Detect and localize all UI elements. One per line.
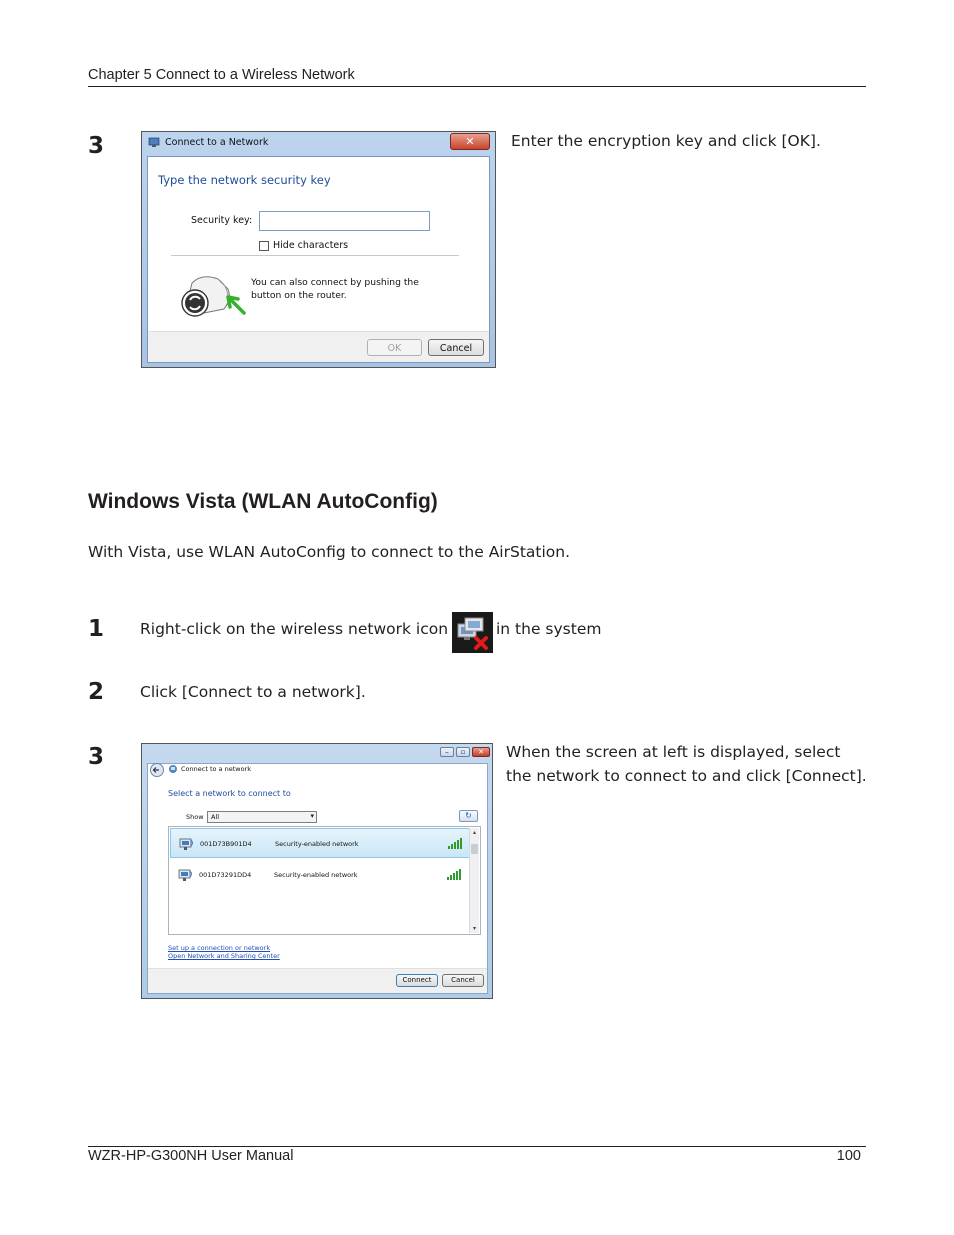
network-list [168, 826, 481, 935]
dialog-heading: Select a network to connect to [168, 789, 291, 798]
dialog-title: Connect to a network [181, 765, 251, 773]
connect-button[interactable]: Connect [396, 974, 438, 987]
dialog-title: Connect to a Network [165, 137, 269, 148]
network-ssid: 001D73B901D4 [200, 840, 252, 848]
step-3-vista-instruction: When the screen at left is displayed, select the network to connect to and click [Connect]. [506, 743, 867, 785]
close-button[interactable]: ✕ [450, 133, 490, 150]
step-1-text-after: in the system [496, 620, 602, 638]
dialog-client [147, 156, 490, 363]
step-1-text-before: Right-click on the wireless network icon [140, 620, 449, 638]
step-2-text: Click [Connect to a network]. [140, 683, 366, 701]
wireless-network-icon [452, 612, 493, 653]
minimize-button[interactable]: – [440, 747, 454, 757]
network-icon [168, 764, 178, 774]
footer-rule [88, 1146, 866, 1147]
show-label: Show [186, 813, 204, 821]
wireless-network-icon [178, 837, 196, 851]
push-button-hint [251, 277, 419, 302]
network-security: Security-enabled network [274, 871, 358, 879]
signal-strength-icon [447, 837, 465, 850]
section-intro: With Vista, use WLAN AutoConfig to connect to the AirStation. [88, 543, 571, 561]
back-arrow-icon[interactable] [149, 762, 165, 778]
header-rule [88, 86, 866, 87]
network-security: Security-enabled network [275, 840, 359, 848]
maximize-button[interactable]: ▫ [456, 747, 470, 757]
cancel-button[interactable]: Cancel [442, 974, 484, 987]
push-button-hint-line1: You can also connect by pushing the [251, 277, 419, 288]
list-item[interactable] [170, 828, 470, 858]
step-number: 2 [88, 679, 105, 705]
dialog-client [147, 763, 488, 994]
step-number: 1 [88, 616, 105, 642]
vista-connect-dialog [141, 743, 493, 999]
page-number: 100 [836, 1148, 861, 1164]
divider [171, 255, 459, 256]
step-3-instruction: Enter the encryption key and click [OK]. [511, 132, 821, 150]
show-select[interactable] [207, 811, 317, 823]
step-number: 3 [88, 744, 105, 770]
scroll-down-icon[interactable]: ▾ [472, 925, 476, 932]
security-key-label: Security key: [191, 215, 253, 226]
list-item[interactable] [170, 861, 470, 891]
router-push-button-icon [174, 269, 249, 319]
cancel-button[interactable]: Cancel [428, 339, 484, 356]
hide-characters-checkbox[interactable] [259, 241, 269, 251]
refresh-button[interactable]: ↻ [459, 810, 478, 822]
connect-to-network-dialog [141, 131, 496, 368]
chevron-down-icon: ▾ [310, 812, 314, 820]
signal-strength-icon [446, 868, 464, 881]
scrollbar[interactable] [469, 828, 479, 933]
scrollbar-thumb[interactable] [471, 844, 478, 854]
close-button[interactable]: ✕ [472, 747, 490, 757]
step-number: 3 [88, 133, 105, 159]
manual-title: WZR-HP-G300NH User Manual [88, 1148, 294, 1164]
section-title: Windows Vista (WLAN AutoConfig) [88, 490, 438, 513]
setup-connection-link[interactable]: Set up a connection or network [168, 944, 271, 952]
dialog-footer [148, 331, 489, 362]
network-sharing-center-link[interactable]: Open Network and Sharing Center [168, 952, 280, 960]
ok-button[interactable]: OK [367, 339, 422, 356]
chapter-header: Chapter 5 Connect to a Wireless Network [88, 67, 355, 83]
dialog-footer [148, 968, 487, 993]
hide-characters-label: Hide characters [273, 240, 349, 251]
show-select-value: All [211, 813, 220, 821]
dialog-heading: Type the network security key [158, 173, 331, 187]
security-key-input[interactable] [259, 211, 430, 231]
network-icon [148, 137, 160, 148]
push-button-hint-line2: button on the router. [251, 289, 347, 301]
network-ssid: 001D73291DD4 [199, 871, 252, 879]
scroll-up-icon[interactable]: ▴ [472, 829, 476, 836]
wireless-network-icon [177, 868, 195, 882]
